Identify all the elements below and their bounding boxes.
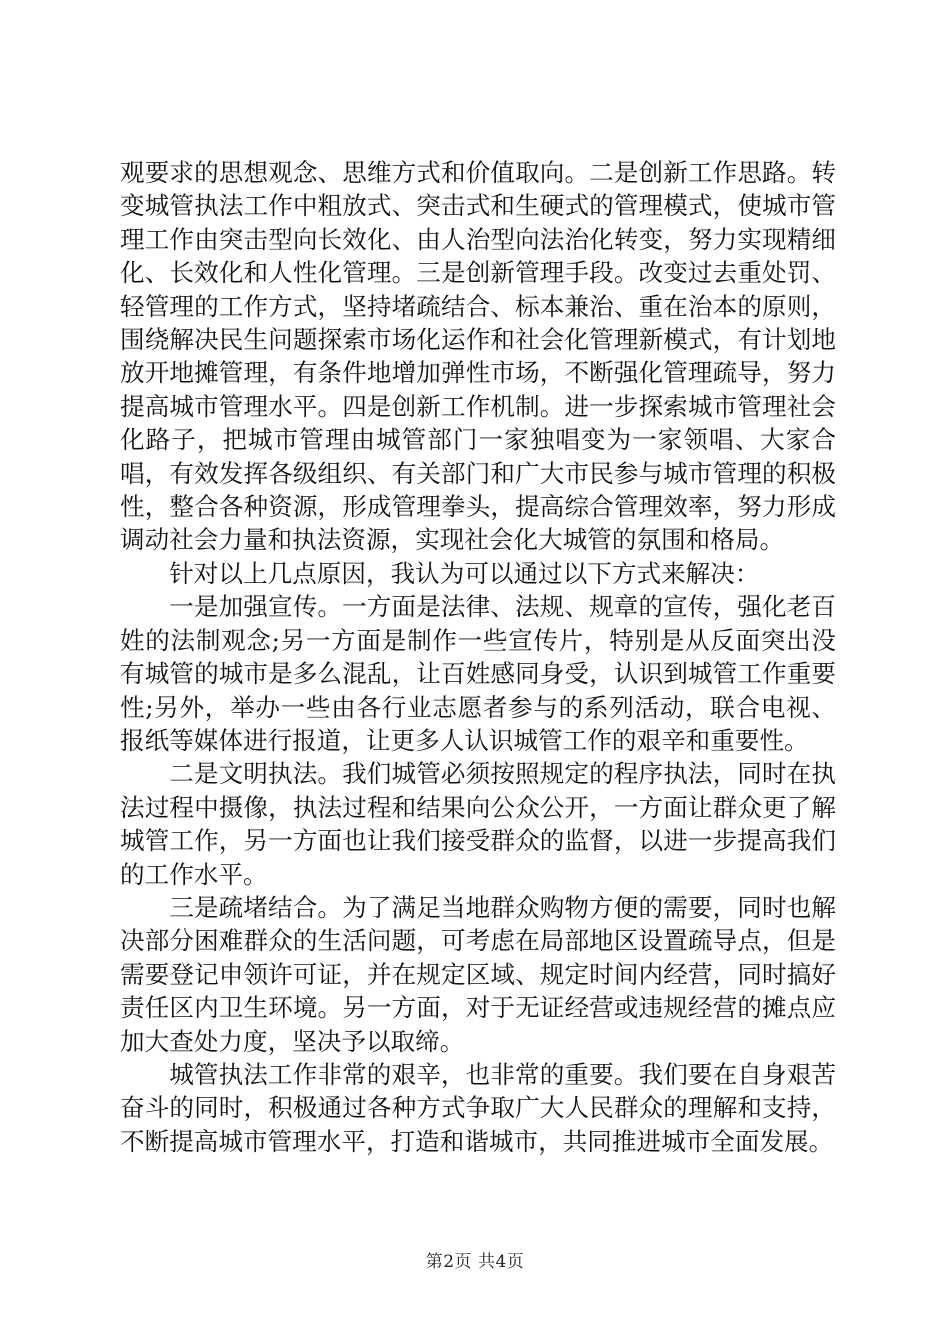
- page-number-footer: 第2页 共4页: [425, 1252, 525, 1272]
- paragraph-5: 三是疏堵结合。为了满足当地群众购物方便的需要，同时也解决部分困难群众的生活问题，可考虑在局部地区设置疏导点，但是需要登记申领许可证，并在规定区域、规定时间内经营，同时搞好责任区内卫生环境。另一方面，对于无证经营或违规经营的摊点应加大查处力度，坚决予以取缔。: [120, 892, 836, 1056]
- paragraph-4: 二是文明执法。我们城管必须按照规定的程序执法，同时在执法过程中摄像，执法过程和结果向公众公开，一方面让群众更了解城管工作，另一方面也让我们接受群众的监督，以进一步提高我们的工作水平。: [120, 759, 836, 889]
- paragraph-2: 针对以上几点原因，我认为可以通过以下方式来解决：: [169, 558, 760, 588]
- document-body: [120, 156, 836, 1158]
- paragraph-3: 一是加强宣传。一方面是法律、法规、规章的宣传，强化老百姓的法制观念;另一方面是制作一些宣传片，特别是从反面突出没有城管的城市是多么混乱，让百姓感同身受，认识到城管工作重要性;另外，举办一些由各行业志愿者参与的系列活动，联合电视、报纸等媒体进行报道，让更多人认识城管工作的艰辛和重要性。: [120, 592, 836, 755]
- paragraph-6: 城管执法工作非常的艰辛，也非常的重要。我们要在自身艰苦奋斗的同时，积极通过各种方式争取广大人民群众的理解和支持，不断提高城市管理水平，打造和谐城市，共同推进城市全面发展。: [120, 1059, 836, 1156]
- paragraph-1: 观要求的思想观念、思维方式和价值取向。二是创新工作思路。转变城管执法工作中粗放式、突击式和生硬式的管理模式，使城市管理工作由突击型向长效化、由人治型向法治化转变，努力实现精细化、长效化和人性化管理。三是创新管理手段。改变过去重处罚、轻管理的工作方式，坚持堵疏结合、标本兼治、重在治本的原则，围绕解决民生问题探索市场化运作和社会化管理新模式，有计划地放开地摊管理，有条件地增加弹性市场，不断强化管理疏导，努力提高城市管理水平。四是创新工作机制。进一步探索城市管理社会化路子，把城市管理由城管部门一家独唱变为一家领唱、大家合唱，有效发挥各级组织、有关部门和广大市民参与城市管理的积极性，整合各种资源，形成管理拳头，提高综合管理效率，努力形成调动社会力量和执法资源，实现社会化大城管的氛围和格局。: [120, 158, 836, 555]
